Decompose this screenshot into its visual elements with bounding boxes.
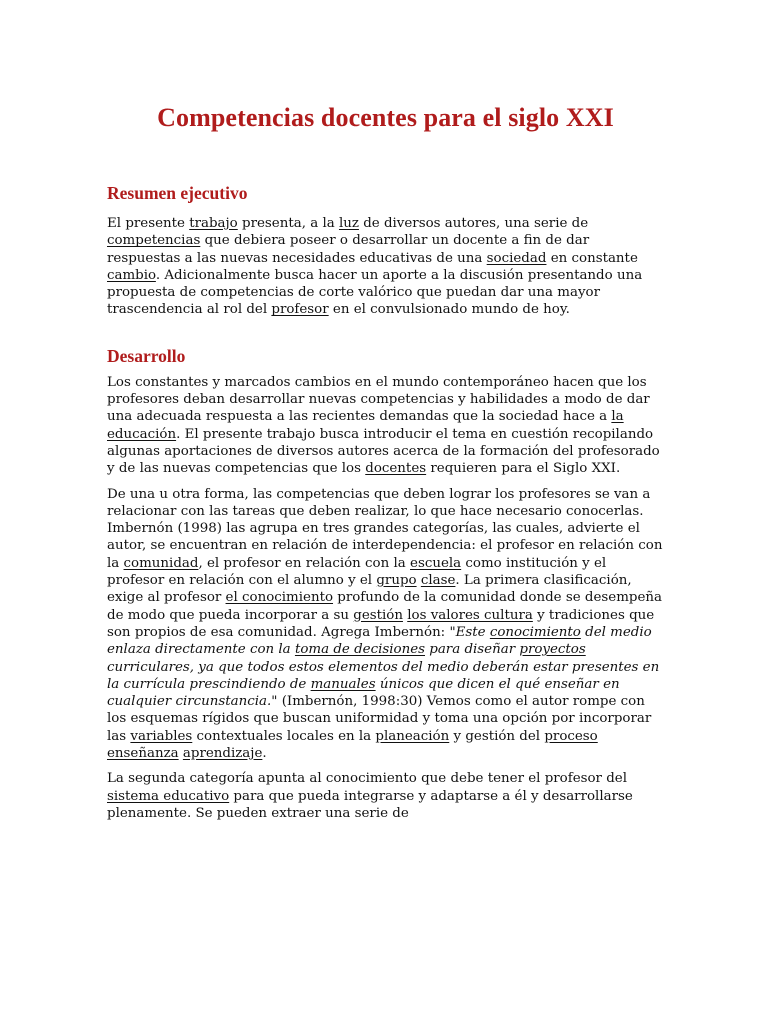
link-sistema-educativo[interactable]: sistema educativo xyxy=(107,788,230,804)
paragraph-desarrollo-2 xyxy=(107,486,664,763)
text: . Adicionalmente busca hacer un aporte a la discusión presentando una propuesta de competencias de corte valórico que puedan dar una mayor trascendencia al rol del xyxy=(107,267,643,318)
text: profundo de la comunidad donde se desempeña de modo que pueda incorporar a su xyxy=(107,590,663,623)
text: , el profesor en relación con la xyxy=(198,555,411,571)
text: en constante xyxy=(546,250,638,266)
link-trabajo[interactable]: trabajo xyxy=(189,216,238,231)
link-proyectos[interactable]: proyectos xyxy=(519,642,586,658)
link-toma-de-decisiones[interactable]: toma de decisiones xyxy=(294,642,425,658)
text: . El presente trabajo busca introducir el tema en cuestión recopilando algunas aportaciones de diversos autores acerca de la formación del profesorado y de las nuevas competencias que los xyxy=(107,426,660,477)
link-gestion[interactable]: gestión xyxy=(353,607,403,623)
text: en el convulsionado mundo de hoy. xyxy=(328,302,570,318)
text: presenta, a la xyxy=(237,216,339,231)
paragraph-desarrollo-1 xyxy=(107,374,664,478)
text: y tradiciones que son propios de esa comunidad. Agrega Imbernón: xyxy=(107,607,655,640)
link-escuela[interactable]: escuela xyxy=(410,555,462,571)
text: La segunda categoría apunta al conocimiento que debe tener el profesor del xyxy=(107,771,627,787)
quote-text: curriculares, ya que todos estos elementos del medio deberán estar presentes en la currícula prescindiendo de xyxy=(107,659,660,692)
text: El presente xyxy=(107,216,190,231)
link-los-valores-cultura[interactable]: los valores cultura xyxy=(407,607,533,623)
link-variables[interactable]: variables xyxy=(130,728,193,744)
link-proceso[interactable]: proceso xyxy=(544,728,598,744)
link-docentes[interactable]: docentes xyxy=(365,461,427,477)
section-heading-resumen: Resumen ejecutivo xyxy=(107,183,248,203)
link-la-educacion[interactable]: la educación xyxy=(107,409,624,442)
text: De una u otra forma, las competencias que deben lograr los profesores se van a relacionar con las tareas que deben realizar, lo que hace necesario conocerlas. Imbernón (1998) las agrupa en tres grandes categorías, las cuales, advierte el autor, se encuentran en relación de interdependencia: el profesor en relación con la xyxy=(107,486,663,571)
link-comunidad[interactable]: comunidad xyxy=(123,555,199,571)
link-cambio[interactable]: cambio xyxy=(107,267,156,283)
link-planeacion[interactable]: planeación xyxy=(375,728,450,744)
text: . La primera clasificación, exige al profesor xyxy=(107,573,632,606)
paragraph-resumen xyxy=(107,215,664,319)
text: . xyxy=(262,746,267,762)
link-aprendizaje[interactable]: aprendizaje xyxy=(182,746,263,762)
link-profesor[interactable]: profesor xyxy=(271,302,329,318)
quote-text: únicos que dicen el qué enseñar en cualquier circunstancia." xyxy=(107,676,620,710)
link-sociedad[interactable]: sociedad xyxy=(486,250,547,266)
paragraph-desarrollo-3 xyxy=(107,770,664,822)
link-grupo[interactable]: grupo xyxy=(376,573,417,589)
quote-text: para diseñar xyxy=(425,642,520,658)
link-ensenanza[interactable]: enseñanza xyxy=(107,746,179,762)
text: Los constantes y marcados cambios en el mundo contemporáneo hacen que los profesores deban desarrollar nuevas competencias y habilidades a modo de dar una adecuada respuesta a las recientes demandas que la sociedad hace a xyxy=(107,374,650,425)
section-heading-desarrollo: Desarrollo xyxy=(107,345,186,366)
link-conocimiento[interactable]: conocimiento xyxy=(489,624,581,640)
text: que debiera poseer o desarrollar un docente a fin de dar respuestas a las nuevas necesidades educativas de una xyxy=(107,233,590,266)
link-competencias[interactable]: competencias xyxy=(107,233,201,249)
text: como institución y el profesor en relación con el alumno y el xyxy=(107,555,607,589)
link-el-conocimiento[interactable]: el conocimiento xyxy=(225,590,334,606)
link-luz[interactable]: luz xyxy=(338,216,359,231)
text: de diversos autores, una serie de xyxy=(358,216,589,231)
text: contextuales locales en la xyxy=(192,728,376,744)
text: y gestión del xyxy=(449,728,545,744)
link-clase[interactable]: clase xyxy=(420,573,456,589)
quote-text: "Este xyxy=(449,624,490,640)
quote-text: del medio enlaza directamente con la xyxy=(107,624,652,658)
text: requieren para el Siglo XXI. xyxy=(426,461,621,477)
text: (Imbernón, 1998:30) Vemos como el autor rompe con los esquemas rígidos que buscan uniformidad y toma una opción por incorporar las xyxy=(107,694,652,744)
page-title: Competencias docentes para el siglo XXI xyxy=(157,103,614,132)
text: para que pueda integrarse y adaptarse a él y desarrollarse plenamente. Se pueden extraer una serie de xyxy=(107,788,633,821)
link-manuales[interactable]: manuales xyxy=(310,676,376,692)
